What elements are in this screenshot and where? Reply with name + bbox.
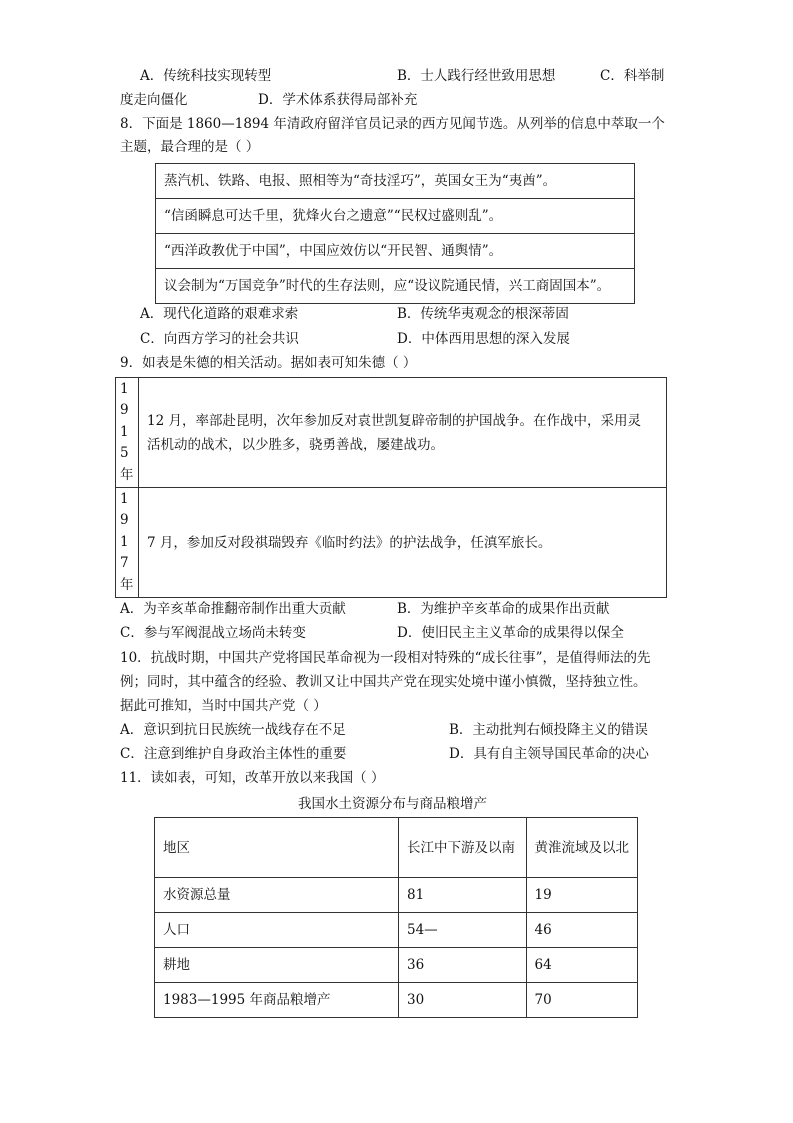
q11-table xyxy=(154,817,638,1018)
q11-row-south: 81 xyxy=(399,878,527,913)
q10-option-d: D．具有自主领导国民革命的决心 xyxy=(449,746,649,762)
q9-event-1915-line2: 活机动的战术，以少胜多，骁勇善战，屡建战功。 xyxy=(147,436,444,453)
q11-row-north: 64 xyxy=(526,948,637,983)
q11-row-south: 30 xyxy=(399,983,527,1018)
table-row xyxy=(156,199,635,234)
year-char: 1 xyxy=(120,533,129,550)
year-char: 7 xyxy=(120,555,129,572)
q7-option-b: B．士人践行经世致用思想 xyxy=(397,68,556,84)
q9-table xyxy=(115,377,667,598)
q8-row-2: “信函瞬息可达千里，犹烽火台之遗意”“民权过盛则乱”。 xyxy=(156,199,635,234)
table-row xyxy=(155,878,638,913)
q8-option-a: A．现代化道路的艰难求索 xyxy=(140,306,299,322)
q9-option-d: D．使旧民主主义革命的成果得以保全 xyxy=(397,625,624,641)
q8-option-c: C．向西方学习的社会共识 xyxy=(140,331,299,347)
q8-option-d: D．中体西用思想的深入发展 xyxy=(397,331,570,347)
q10-stem-line3: 据此可推知，当时中国共产党（ ） xyxy=(120,698,327,714)
year-char: 9 xyxy=(120,402,129,419)
q10-option-b: B．主动批判右倾投降主义的错误 xyxy=(449,722,648,738)
year-char: 年 xyxy=(120,576,134,593)
table-row xyxy=(155,913,638,948)
q10-stem-line1: 10．抗战时期，中国共产党将国民革命视为一段相对特殊的“成长往事”，是值得师法的先 xyxy=(120,650,651,666)
q10-option-c: C．注意到维护自身政治主体性的重要 xyxy=(120,746,347,762)
q8-table xyxy=(155,163,635,304)
q11-header-south: 长江中下游及以南 xyxy=(399,818,527,878)
year-char: 年 xyxy=(120,466,134,483)
q7-option-c-part1: C．科举制 xyxy=(600,68,665,84)
q11-stem: 11．读如表，可知，改革开放以来我国（ ） xyxy=(120,770,385,786)
q8-row-1: 蒸汽机、铁路、电报、照相等为“奇技淫巧”，英国女王为“夷酋”。 xyxy=(156,164,635,199)
q11-row-label: 水资源总量 xyxy=(155,878,399,913)
q10-option-a: A．意识到抗日民族统一战线存在不足 xyxy=(120,722,346,738)
q8-stem-line2: 主题，最合理的是（ ） xyxy=(120,139,260,155)
q7-option-a: A．传统科技实现转型 xyxy=(140,68,272,84)
table-row xyxy=(155,983,638,1018)
table-row xyxy=(156,164,635,199)
q9-option-a: A．为辛亥革命推翻帝制作出重大贡献 xyxy=(120,601,346,617)
q11-row-south: 54— xyxy=(399,913,527,948)
q8-row-3: “西洋政教优于中国”，中国应效仿以“开民智、通舆情”。 xyxy=(156,234,635,269)
q11-table-caption: 我国水土资源分布与商品粮增产 xyxy=(298,796,487,812)
year-char: 1 xyxy=(120,423,129,440)
q9-event-1917-line1: 7 月，参加反对段祺瑞毁弃《临时约法》的护法战争，任滇军旅长。 xyxy=(147,534,552,551)
q11-row-label: 人口 xyxy=(155,913,399,948)
q10-stem-line2: 例；同时，其中蕴含的经验、教训又让中国共产党在现实处境中谨小慎微，坚持独立性。 xyxy=(120,674,647,690)
q11-row-label: 耕地 xyxy=(155,948,399,983)
q11-header-north: 黄淮流域及以北 xyxy=(526,818,637,878)
year-char: 9 xyxy=(120,512,129,529)
table-row xyxy=(155,948,638,983)
q11-header-region: 地区 xyxy=(155,818,399,878)
q9-event-1917 xyxy=(139,488,667,598)
q8-row-4: 议会制为“万国竞争”时代的生存法则，应“设议院通民情，兴工商固国本”。 xyxy=(156,269,635,304)
table-row xyxy=(156,269,635,304)
table-row xyxy=(116,378,667,488)
q11-row-south: 36 xyxy=(399,948,527,983)
year-char: 1 xyxy=(120,490,129,507)
q11-row-north: 19 xyxy=(526,878,637,913)
q8-stem-line1: 8．下面是 1860—1894 年清政府留洋官员记录的西方见闻节选。从列举的信息中萃取一个 xyxy=(120,116,665,132)
q9-option-c: C．参与军阀混战立场尚未转变 xyxy=(120,625,306,641)
q11-row-north: 70 xyxy=(526,983,637,1018)
table-row xyxy=(116,488,667,598)
q9-stem: 9．如表是朱德的相关活动。据如表可知朱德（ ） xyxy=(120,355,417,371)
q9-option-b: B．为维护辛亥革命的成果作出贡献 xyxy=(397,601,610,617)
q9-year-1917 xyxy=(116,488,139,598)
table-header-row xyxy=(155,818,638,878)
q8-option-b: B．传统华夷观念的根深蒂固 xyxy=(397,306,569,322)
year-char: 5 xyxy=(120,445,129,462)
table-row xyxy=(156,234,635,269)
q7-option-d: D．学术体系获得局部补充 xyxy=(258,92,418,108)
year-char: 1 xyxy=(120,380,129,397)
q11-row-label: 1983—1995 年商品粮增产 xyxy=(155,983,399,1018)
q11-row-north: 46 xyxy=(526,913,637,948)
q9-year-1915 xyxy=(116,378,139,488)
q9-event-1915-line1: 12 月，率部赴昆明，次年参加反对袁世凯复辟帝制的护国战争。在作战中，采用灵 xyxy=(147,412,641,429)
q9-event-1915 xyxy=(139,378,667,488)
q7-option-c-part2: 度走向僵化 xyxy=(120,92,188,108)
